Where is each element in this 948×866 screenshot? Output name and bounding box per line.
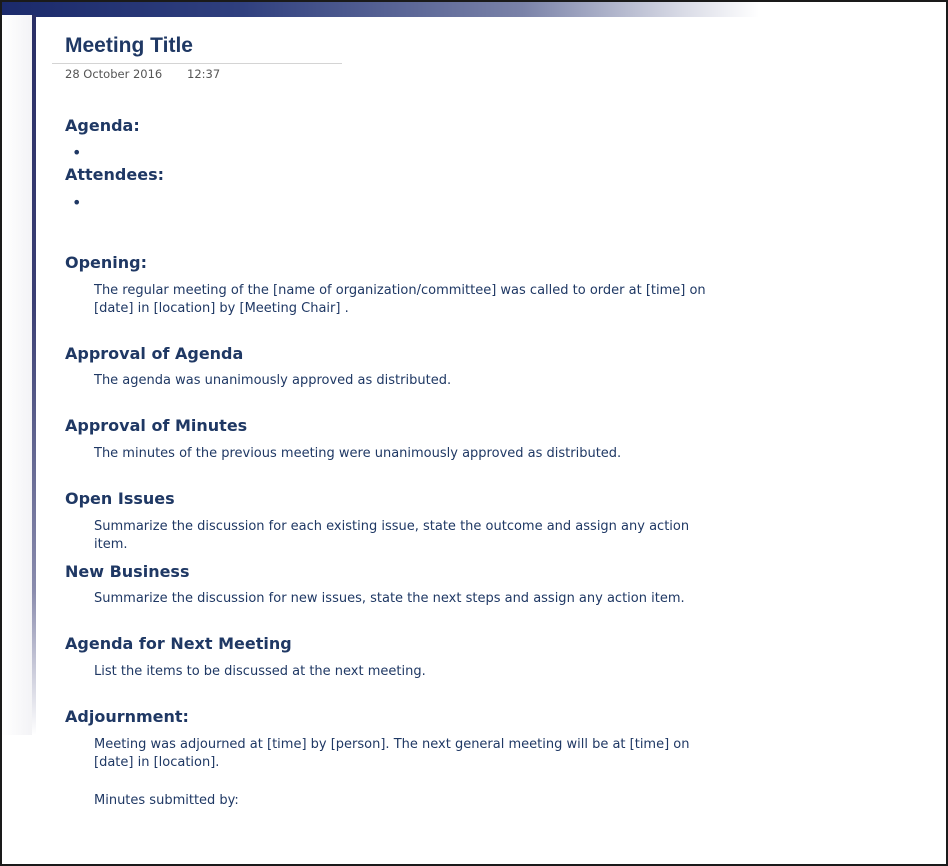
heading-attendees[interactable]: Attendees:	[65, 165, 164, 184]
heading-agenda[interactable]: Agenda:	[65, 116, 140, 135]
left-margin-shade	[2, 15, 32, 735]
adjournment-text[interactable]: Meeting was adjourned at [time] by [person]. The next general meeting will be at [time] on [date] in [location].	[94, 737, 690, 770]
heading-adjournment[interactable]: Adjournment:	[65, 707, 189, 726]
heading-approval-of-minutes[interactable]: Approval of Minutes	[65, 416, 248, 435]
heading-new-business[interactable]: New Business	[65, 562, 190, 581]
heading-open-issues[interactable]: Open Issues	[65, 489, 175, 508]
heading-opening[interactable]: Opening:	[65, 253, 148, 272]
attendees-bullet[interactable]: •	[72, 193, 82, 212]
minutes-submitted-by[interactable]: Minutes submitted by:	[94, 793, 239, 808]
heading-approval-of-agenda[interactable]: Approval of Agenda	[65, 344, 244, 363]
page-time: 12:37	[187, 67, 221, 81]
agenda-bullet[interactable]: •	[72, 143, 82, 162]
new-business-text[interactable]: Summarize the discussion for new issues, state the next steps and assign any action item.	[94, 591, 685, 606]
title-divider	[52, 63, 342, 64]
opening-text[interactable]: The regular meeting of the [name of organization/committee] was called to order at [time] on [date] in [location] by [Meeting Chair] .	[94, 283, 706, 316]
header-gradient-bar	[2, 2, 948, 17]
agenda-next-meeting-text[interactable]: List the items to be discussed at the next meeting.	[94, 664, 426, 679]
open-issues-text[interactable]: Summarize the discussion for each existing issue, state the outcome and assign any action item.	[94, 519, 690, 552]
page-title[interactable]: Meeting Title	[65, 34, 193, 57]
page-date: 28 October 2016	[65, 67, 163, 81]
heading-agenda-next-meeting[interactable]: Agenda for Next Meeting	[65, 634, 292, 653]
approval-of-agenda-text[interactable]: The agenda was unanimously approved as distributed.	[94, 373, 452, 388]
approval-of-minutes-text[interactable]: The minutes of the previous meeting were unanimously approved as distributed.	[94, 446, 622, 461]
left-accent-bar	[32, 15, 36, 735]
